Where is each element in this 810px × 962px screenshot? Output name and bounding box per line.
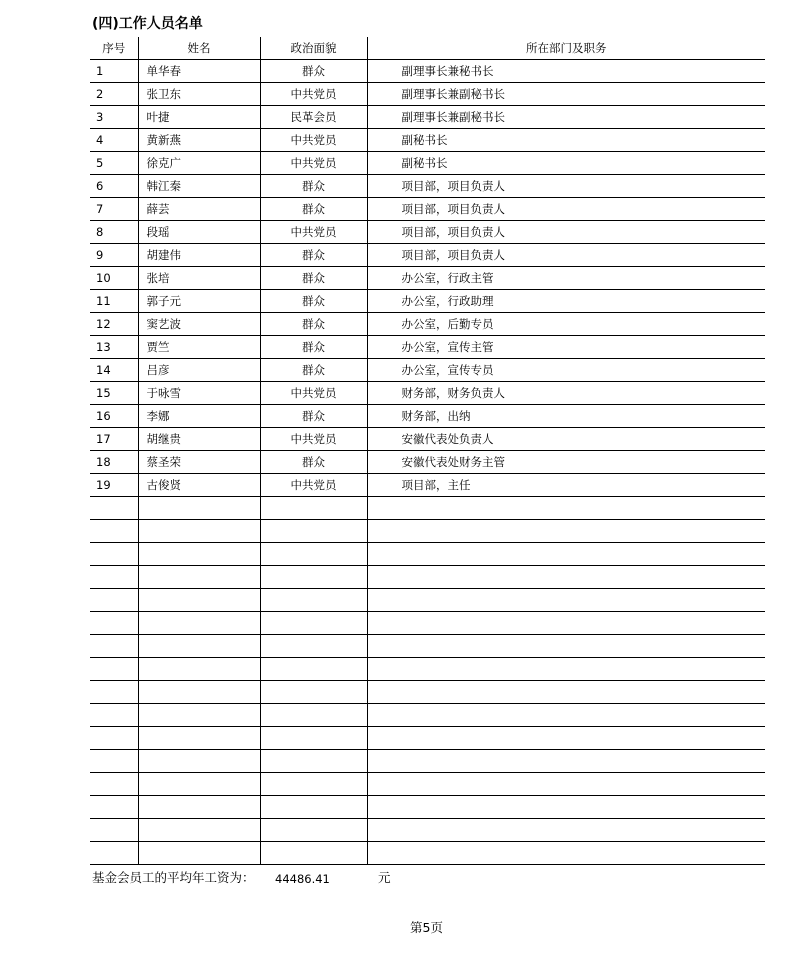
empty-cell (260, 681, 367, 704)
cell-name: 胡建伟 (138, 244, 260, 267)
avg-salary-amount: 44486.41 (275, 872, 330, 886)
cell-name: 徐克广 (138, 152, 260, 175)
cell-name: 单华春 (138, 60, 260, 83)
empty-cell (367, 681, 765, 704)
empty-cell (260, 819, 367, 842)
cell-dept: 项目部，项目负责人 (367, 175, 765, 198)
table-row (90, 359, 765, 382)
cell-seq: 18 (96, 455, 111, 469)
empty-cell (138, 773, 260, 796)
cell-dept: 办公室，宣传主管 (367, 336, 765, 359)
empty-cell (90, 750, 138, 773)
empty-cell (90, 497, 138, 520)
cell-name: 段瑶 (138, 221, 260, 244)
table-row (90, 474, 765, 497)
empty-cell (90, 612, 138, 635)
table-row (90, 244, 765, 267)
table-row (90, 221, 765, 244)
empty-cell (260, 635, 367, 658)
empty-cell (260, 658, 367, 681)
table-row (90, 428, 765, 451)
empty-cell (260, 520, 367, 543)
cell-name: 窦艺波 (138, 313, 260, 336)
cell-political: 中共党员 (260, 221, 367, 244)
cell-seq: 12 (96, 317, 111, 331)
cell-seq: 19 (96, 478, 111, 492)
cell-name: 贾竺 (138, 336, 260, 359)
cell-political: 中共党员 (260, 129, 367, 152)
cell-seq: 11 (96, 294, 111, 308)
empty-cell (138, 819, 260, 842)
empty-cell (138, 658, 260, 681)
cell-dept: 副秘书长 (367, 152, 765, 175)
empty-cell (260, 704, 367, 727)
empty-cell (138, 635, 260, 658)
empty-cell (260, 566, 367, 589)
table-row (90, 313, 765, 336)
cell-seq: 13 (96, 340, 111, 354)
cell-political: 中共党员 (260, 83, 367, 106)
cell-political: 群众 (260, 60, 367, 83)
empty-cell (138, 566, 260, 589)
empty-cell (90, 727, 138, 750)
empty-cell (367, 750, 765, 773)
cell-political: 中共党员 (260, 428, 367, 451)
header-name: 姓名 (138, 37, 260, 60)
cell-name: 胡继贵 (138, 428, 260, 451)
cell-political: 群众 (260, 290, 367, 313)
empty-cell (138, 750, 260, 773)
cell-name: 张培 (138, 267, 260, 290)
cell-political: 中共党员 (260, 382, 367, 405)
empty-row (90, 543, 765, 566)
table-row (90, 336, 765, 359)
cell-seq: 14 (96, 363, 111, 377)
table-row (90, 290, 765, 313)
empty-cell (138, 796, 260, 819)
cell-dept: 项目部，项目负责人 (367, 221, 765, 244)
cell-name: 蔡圣荣 (138, 451, 260, 474)
empty-row (90, 566, 765, 589)
empty-cell (367, 635, 765, 658)
cell-dept: 办公室，后勤专员 (367, 313, 765, 336)
empty-cell (260, 589, 367, 612)
cell-dept: 安徽代表处财务主管 (367, 451, 765, 474)
cell-seq: 17 (96, 432, 111, 446)
empty-cell (90, 589, 138, 612)
empty-cell (260, 842, 367, 865)
empty-cell (138, 520, 260, 543)
cell-seq: 1 (96, 64, 104, 78)
empty-cell (90, 635, 138, 658)
cell-political: 群众 (260, 267, 367, 290)
empty-row (90, 497, 765, 520)
empty-row (90, 773, 765, 796)
cell-name: 于咏雪 (138, 382, 260, 405)
cell-dept: 副理事长兼副秘书长 (367, 83, 765, 106)
cell-dept: 办公室，宣传专员 (367, 359, 765, 382)
cell-dept: 副理事长兼秘书长 (367, 60, 765, 83)
cell-seq: 8 (96, 225, 104, 239)
cell-dept: 项目部，项目负责人 (367, 244, 765, 267)
empty-cell (367, 773, 765, 796)
empty-cell (367, 589, 765, 612)
cell-political: 群众 (260, 244, 367, 267)
empty-row (90, 589, 765, 612)
cell-seq: 15 (96, 386, 111, 400)
cell-political: 群众 (260, 175, 367, 198)
page-number: 第5页 (410, 920, 443, 935)
empty-cell (367, 796, 765, 819)
cell-name: 张卫东 (138, 83, 260, 106)
cell-political: 中共党员 (260, 474, 367, 497)
empty-row (90, 727, 765, 750)
empty-cell (90, 842, 138, 865)
empty-cell (260, 543, 367, 566)
cell-political: 群众 (260, 198, 367, 221)
empty-cell (367, 658, 765, 681)
empty-cell (367, 497, 765, 520)
cell-name: 黄新燕 (138, 129, 260, 152)
cell-political: 民革会员 (260, 106, 367, 129)
empty-cell (90, 704, 138, 727)
staff-table (90, 37, 765, 865)
table-row (90, 451, 765, 474)
empty-cell (138, 543, 260, 566)
empty-cell (367, 612, 765, 635)
cell-dept: 项目部，项目负责人 (367, 198, 765, 221)
cell-dept: 办公室，行政助理 (367, 290, 765, 313)
cell-seq: 2 (96, 87, 104, 101)
cell-seq: 6 (96, 179, 104, 193)
empty-cell (260, 497, 367, 520)
cell-seq: 5 (96, 156, 104, 170)
header-seq: 序号 (102, 41, 126, 55)
cell-dept: 副秘书长 (367, 129, 765, 152)
table-row (90, 60, 765, 83)
empty-cell (260, 750, 367, 773)
table-header-row (90, 37, 765, 60)
empty-row (90, 750, 765, 773)
empty-cell (260, 773, 367, 796)
empty-row (90, 658, 765, 681)
avg-salary-label: 基金会员工的平均年工资为： (92, 870, 255, 885)
cell-political: 群众 (260, 405, 367, 428)
cell-name: 古俊贤 (138, 474, 260, 497)
empty-cell (367, 566, 765, 589)
empty-cell (90, 566, 138, 589)
empty-row (90, 842, 765, 865)
empty-cell (260, 727, 367, 750)
cell-name: 李娜 (138, 405, 260, 428)
header-political: 政治面貌 (260, 37, 367, 60)
empty-cell (90, 681, 138, 704)
empty-cell (138, 704, 260, 727)
cell-name: 郭子元 (138, 290, 260, 313)
empty-cell (138, 727, 260, 750)
cell-dept: 办公室，行政主管 (367, 267, 765, 290)
table-row (90, 83, 765, 106)
cell-name: 叶捷 (138, 106, 260, 129)
empty-cell (367, 819, 765, 842)
empty-row (90, 635, 765, 658)
empty-cell (90, 773, 138, 796)
cell-seq: 16 (96, 409, 111, 423)
cell-political: 群众 (260, 336, 367, 359)
empty-cell (138, 589, 260, 612)
empty-cell (367, 842, 765, 865)
cell-seq: 10 (96, 271, 111, 285)
table-row (90, 267, 765, 290)
section-title: (四)工作人员名单 (92, 16, 203, 32)
empty-cell (260, 796, 367, 819)
empty-cell (138, 681, 260, 704)
empty-cell (367, 704, 765, 727)
empty-cell (90, 543, 138, 566)
empty-row (90, 819, 765, 842)
table-row (90, 106, 765, 129)
empty-cell (138, 612, 260, 635)
table-row (90, 405, 765, 428)
empty-cell (90, 658, 138, 681)
cell-seq: 7 (96, 202, 104, 216)
table-row (90, 382, 765, 405)
table-row (90, 129, 765, 152)
empty-row (90, 520, 765, 543)
empty-cell (367, 543, 765, 566)
empty-cell (90, 520, 138, 543)
empty-cell (367, 520, 765, 543)
table-row (90, 175, 765, 198)
cell-seq: 3 (96, 110, 104, 124)
empty-cell (90, 819, 138, 842)
empty-row (90, 612, 765, 635)
empty-cell (138, 842, 260, 865)
cell-name: 薛芸 (138, 198, 260, 221)
cell-dept: 项目部，主任 (367, 474, 765, 497)
cell-seq: 4 (96, 133, 104, 147)
empty-row (90, 796, 765, 819)
cell-seq: 9 (96, 248, 104, 262)
cell-dept: 安徽代表处负责人 (367, 428, 765, 451)
empty-cell (260, 612, 367, 635)
table-body (90, 60, 765, 865)
table-row (90, 152, 765, 175)
table-row (90, 198, 765, 221)
empty-row (90, 704, 765, 727)
cell-political: 群众 (260, 359, 367, 382)
cell-name: 吕彦 (138, 359, 260, 382)
empty-cell (367, 727, 765, 750)
empty-row (90, 681, 765, 704)
cell-political: 群众 (260, 313, 367, 336)
header-dept: 所在部门及职务 (367, 37, 765, 60)
cell-dept: 财务部，出纳 (367, 405, 765, 428)
cell-name: 韩江秦 (138, 175, 260, 198)
cell-dept: 财务部，财务负责人 (367, 382, 765, 405)
empty-cell (90, 796, 138, 819)
cell-dept: 副理事长兼副秘书长 (367, 106, 765, 129)
empty-cell (138, 497, 260, 520)
avg-salary-unit: 元 (378, 870, 391, 885)
cell-political: 中共党员 (260, 152, 367, 175)
cell-political: 群众 (260, 451, 367, 474)
